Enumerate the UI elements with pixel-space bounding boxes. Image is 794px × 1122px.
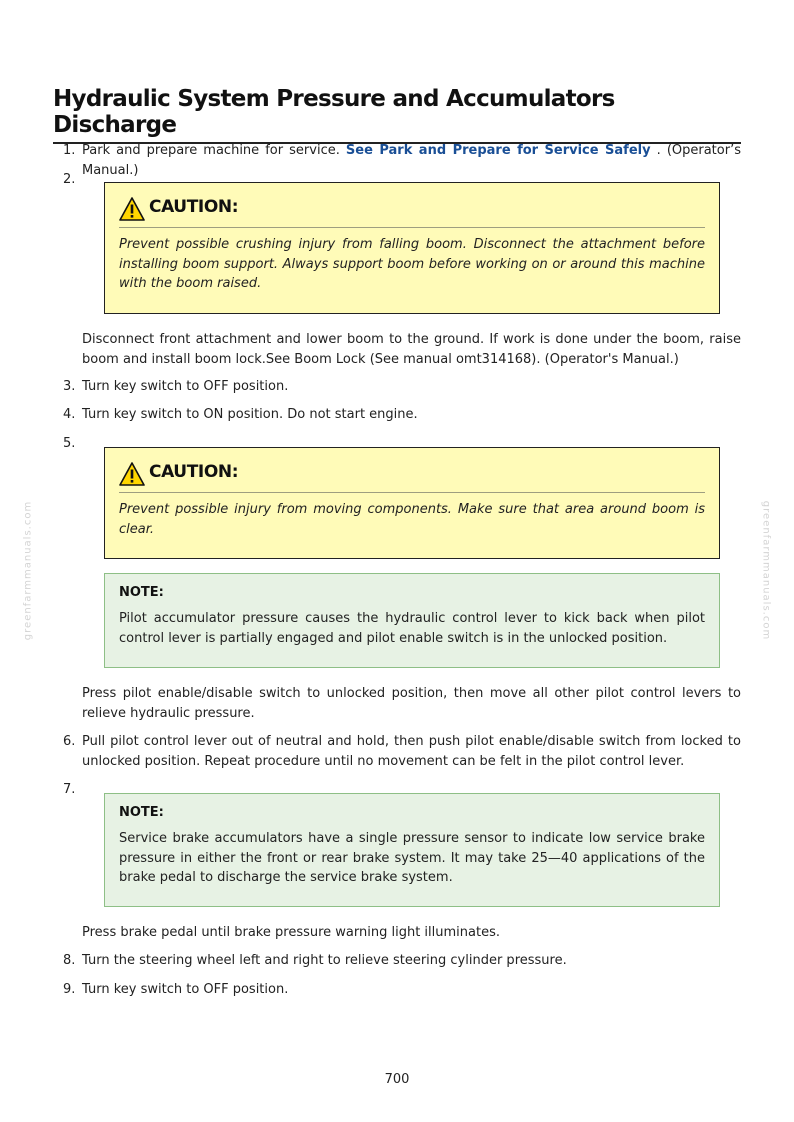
warning-triangle-icon (119, 197, 145, 221)
note-title: NOTE: (119, 805, 164, 820)
step-number: 2. (63, 172, 76, 187)
page-number: 700 (384, 1072, 410, 1087)
step-number: 4. (63, 407, 76, 422)
step-number: 1. (63, 143, 76, 158)
step-text (82, 141, 741, 180)
step-text: Press brake pedal until brake pressure warning light illuminates. (82, 925, 500, 940)
watermark-left: greenfarmmanuals.com (22, 500, 34, 641)
step-number: 3. (63, 379, 76, 394)
caution-box (104, 447, 720, 559)
note-box (104, 573, 720, 668)
step-text: Disconnect front attachment and lower boom to the ground. If work is done under the boom, raise boom and install boom lock.See Boom Lock (See manual omt314168). (Operator's Manual.) (82, 332, 741, 367)
step-text: Pull pilot control lever out of neutral and hold, then push pilot enable/disable switch from locked to unlocked position. Repeat procedure until no movement can be felt in the pilot control lever. (82, 734, 741, 769)
caution-header (119, 460, 705, 493)
note-box (104, 793, 720, 907)
caution-box (104, 182, 720, 314)
park-and-prepare-link[interactable]: See Park and Prepare for Service Safely (345, 143, 651, 158)
caution-title: CAUTION: (149, 462, 239, 482)
step-text: Turn key switch to ON position. Do not start engine. (82, 407, 418, 422)
step-text: Turn the steering wheel left and right to relieve steering cylinder pressure. (82, 953, 567, 968)
step-number: 8. (63, 953, 76, 968)
step-text: Press pilot enable/disable switch to unlocked position, then move all other pilot control levers to relieve hydraulic pressure. (82, 686, 741, 721)
caution-text: Prevent possible crushing injury from falling boom. Disconnect the attachment before installing boom support. Always support boom before working on or around this machine with the boom raised. (119, 237, 705, 291)
note-text: Pilot accumulator pressure causes the hydraulic control lever to kick back when pilot control lever is partially engaged and pilot enable switch is in the unlocked position. (119, 611, 705, 646)
watermark-right: greenfarmmanuals.com (760, 500, 772, 641)
page-title: Hydraulic System Pressure and Accumulators Discharge (53, 86, 741, 144)
step-text-part: Park and prepare machine for service. (82, 143, 340, 158)
step-number: 7. (63, 782, 76, 797)
step-number: 5. (63, 436, 76, 451)
step-text: Turn key switch to OFF position. (82, 982, 289, 997)
note-title: NOTE: (119, 585, 164, 600)
step-text: Turn key switch to OFF position. (82, 379, 289, 394)
note-text: Service brake accumulators have a single pressure sensor to indicate low service brake pressure in either the front or rear brake system. It may take 25—40 applications of the brake pedal to discharge the service brake system. (119, 831, 705, 885)
step-number: 9. (63, 982, 76, 997)
step-text-suffix: . (Operator’s Manual.) (82, 143, 741, 178)
caution-header (119, 195, 705, 228)
warning-triangle-icon (119, 462, 145, 486)
step-number: 6. (63, 734, 76, 749)
caution-text: Prevent possible injury from moving components. Make sure that area around boom is clear. (119, 502, 705, 537)
caution-title: CAUTION: (149, 197, 239, 217)
